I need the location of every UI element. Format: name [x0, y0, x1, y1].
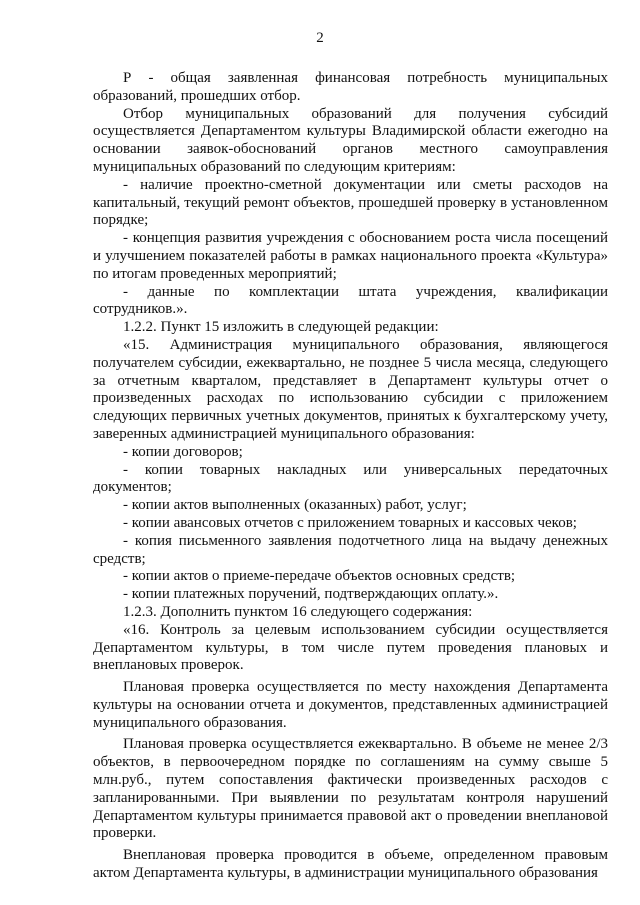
- list-item-waybills: - копии товарных накладных или универсальных передаточных документов;: [93, 461, 608, 496]
- list-item-work-acts: - копии актов выполненных (оказанных) работ, услуг;: [123, 497, 467, 514]
- paragraph-planned-inspection-location: Плановая проверка осуществляется по месту нахождения Департамента культуры на основании отчета и документов, представленных администрацией муниципального образования.: [93, 679, 608, 731]
- criterion-design-estimate: - наличие проектно-сметной документации или сметы расходов на капитальный, текущий ремонт объектов, прошедшей проверку в установленном порядке;: [93, 176, 608, 229]
- clause-1-2-3: 1.2.3. Дополнить пунктом 16 следующего содержания:: [123, 603, 473, 620]
- list-item-contracts: - копии договоров;: [123, 443, 243, 460]
- paragraph-item-15: «15. Администрация муниципального образования, являющегося получателем субсидии, ежеквартально, не позднее 5 числа месяца, следующего за отчетным кварталом, представляет в Департамент культуры отчет о произведенных расходах по использованию субсидии с приложением следующих первичных учетных документов, принятых к бухгалтерскому учету, заверенных администрацией муниципального образования:: [93, 336, 608, 442]
- document-body: [93, 70, 608, 883]
- clause-1-2-2: 1.2.2. Пункт 15 изложить в следующей редакции:: [123, 319, 439, 336]
- paragraph-formula-definition: Р - общая заявленная финансовая потребность муниципальных образований, прошедших отбор.: [93, 70, 608, 104]
- criterion-staffing: - данные по комплектации штата учреждения, квалификации сотрудников.».: [93, 283, 608, 318]
- paragraph-selection-procedure: Отбор муниципальных образований для получения субсидий осуществляется Департаментом культуры Владимирской области ежегодно на основании заявок-обоснований органов местного самоуправления муниципальных образований по следующим критериям:: [93, 105, 608, 175]
- list-item-fixed-assets: - копии актов о приеме-передаче объектов основных средств;: [123, 568, 516, 585]
- page-number: 2: [316, 30, 324, 46]
- paragraph-unplanned-inspection: Внеплановая проверка проводится в объеме, определенном правовым актом Департамента культуры, в администрации муниципального образования: [93, 847, 608, 882]
- paragraph-planned-inspection-frequency: Плановая проверка осуществляется ежеквартально. В объеме не менее 2/3 объектов, в первоочередном порядке по соглашениям на сумму свыше 5 млн.руб., путем сопоставления фактически произведенных расходов с запланированными. При выявлении по результатам контроля нарушений Департаментом культуры принимается правовой акт о проведении внеплановой проверки.: [93, 736, 608, 842]
- paragraph-item-16: «16. Контроль за целевым использованием субсидии осуществляется Департаментом культуры, в том числе путем проведения плановых и внеплановых проверок.: [93, 621, 608, 674]
- list-item-payment-orders: - копии платежных поручений, подтверждающих оплату.».: [123, 586, 499, 603]
- criterion-development-concept: - концепция развития учреждения с обоснованием роста числа посещений и улучшением показателей работы в рамках национального проекта «Культура» по итогам проведенных мероприятий;: [93, 230, 608, 282]
- list-item-advance-reports: - копии авансовых отчетов с приложением товарных и кассовых чеков;: [123, 514, 577, 531]
- list-item-accountable-person: - копия письменного заявления подотчетного лица на выдачу денежных средств;: [93, 532, 608, 567]
